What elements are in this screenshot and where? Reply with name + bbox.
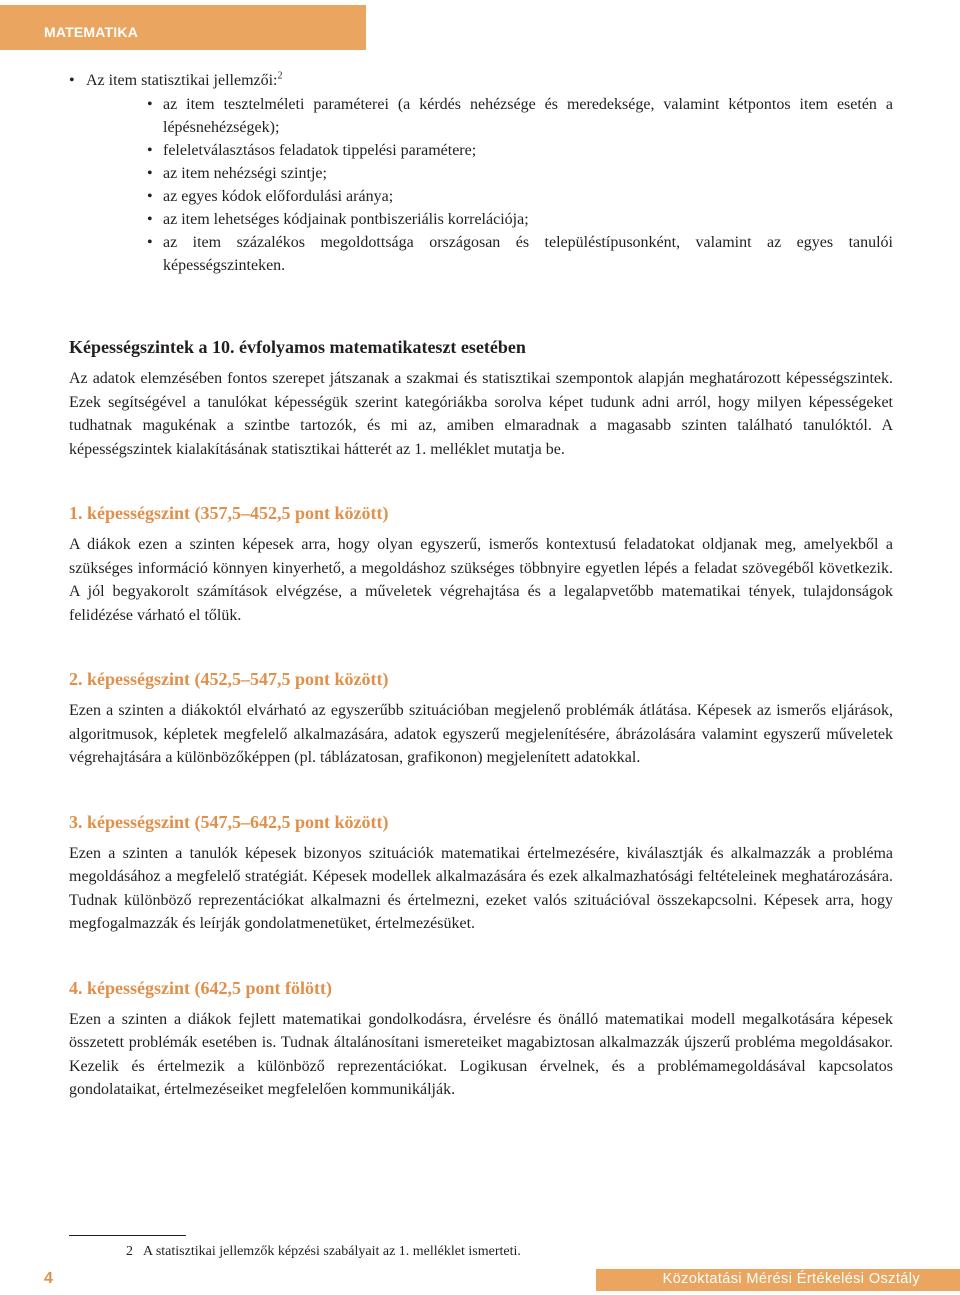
bullet-icon: • [147, 142, 153, 159]
list-item-text: feleletválasztásos feladatok tippelési paramétere; [163, 142, 477, 159]
footer-label: Közoktatási Mérési Értékelési Osztály [662, 1271, 920, 1287]
list-item-text: az item lehetséges kódjainak pontbiszeriális korrelációja; [163, 211, 529, 228]
stats-list [69, 70, 893, 277]
level-1-title [69, 501, 893, 525]
main-section [69, 335, 893, 461]
bullet-icon: • [147, 188, 153, 205]
list-item [147, 185, 893, 208]
stats-intro-text: Az item statisztikai jellemzői: [86, 72, 278, 89]
footer-band [596, 1269, 960, 1291]
main-section-title: Képességszintek a 10. évfolyamos matematikateszt esetében [69, 337, 526, 357]
level-2-body: Ezen a szinten a diákoktól elvárható az egyszerűbb szituációban megjelenő problémák átlátása. Képesek az ismerős eljárások, algoritmusok, képletek megfelelő alkalmazására, adatok egyszerű megjelenítésére, ábrázolására valamint egyszerű műveletek végrehajtására a különbözőképpen (pl. táblázatosan, grafikonon) megjelenített adatokkal. [69, 702, 893, 766]
list-item [147, 231, 893, 277]
stats-sublist [147, 93, 893, 277]
footnote-number: 2 [126, 1244, 133, 1259]
level-number: 1. [69, 503, 83, 523]
level-title-text: képességszint (547,5–642,5 pont között) [87, 811, 389, 832]
bullet-icon: • [69, 72, 75, 89]
level-4-title [69, 976, 893, 1000]
list-item-text: az egyes kódok előfordulási aránya; [163, 188, 394, 205]
level-number: 3. [69, 811, 83, 832]
level-number: 4. [69, 977, 83, 998]
level-title-text: képességszint (642,5 pont fölött) [87, 977, 332, 998]
level-4-section [69, 976, 893, 1102]
footnote-ref: 2 [277, 70, 283, 82]
list-item [147, 139, 893, 162]
level-title-text: képességszint (357,5–452,5 pont között) [87, 503, 389, 523]
level-1-body: A diákok ezen a szinten képesek arra, hogy olyan egyszerű, ismerős kontextusú feladatokat oldjanak meg, amelyekből a szükséges információ könnyen kinyerhető, a megoldáshoz szükséges többnyire egyetlen lépés a feladat szövegéből következik. A jól begyakorolt számítások elvégzése, a műveletek végrehajtása és a legalapvetőbb matematikai tények, tulajdonságok felidézése várható el tőlük. [69, 536, 893, 624]
list-item [147, 162, 893, 185]
page-content [69, 70, 893, 1102]
level-number: 2. [69, 669, 83, 689]
list-item-text: az item százalékos megoldottsága országosan és településtípusonként, valamint az egyes tanulói képességszinteken. [163, 234, 893, 274]
level-3-body: Ezen a szinten a tanulók képesek bizonyos szituációk matematikai értelmezésére, kiválasztják és alkalmazzák a probléma megoldásához a megfelelő stratégiát. Képesek modellek alkalmazására és ezek alkalmazhatósági feltételeinek meghatározására. Tudnak különböző reprezentációkat alkalmazni és értelmezni, ezeket valós szituációval összekapcsolni. Képesek arra, hogy megfogalmazzák és leírják gondolatmenetüket, értelmezésüket. [69, 844, 893, 932]
level-3-section [69, 810, 893, 936]
level-2-section [69, 667, 893, 770]
stats-intro-item [69, 70, 893, 277]
section-header-label: MATEMATIKA [44, 24, 139, 40]
level-title-text: képességszint (452,5–547,5 pont között) [87, 669, 389, 689]
main-section-body: Az adatok elemzésében fontos szerepet játszanak a szakmai és statisztikai szempontok alapján meghatározott képességszintek. Ezek segítségével a tanulókat képességük szerint kategóriákba sorolva képet tudunk adni arról, hogy milyen képességeket tudhatnak magukénak a szintbe tartozók, és mi az, amiben elmaradnak a magasabb szinten található tanulóktól. A képességszintek kialakításának statisztikai hátterét az 1. melléklet mutatja be. [69, 370, 893, 458]
footnote-divider [69, 1235, 186, 1236]
list-item-text: az item nehézségi szintje; [163, 165, 327, 182]
page-number: 4 [44, 1270, 53, 1287]
list-item [147, 93, 893, 139]
level-1-section [69, 501, 893, 627]
bullet-icon: • [147, 96, 153, 113]
bullet-icon: • [147, 211, 153, 228]
level-2-title [69, 667, 893, 691]
level-3-title [69, 810, 893, 834]
bullet-icon: • [147, 165, 153, 182]
footnote-text: A statisztikai jellemzők képzési szabályait az 1. melléklet ismerteti. [143, 1244, 521, 1259]
footnote [126, 1243, 521, 1261]
bullet-icon: • [147, 234, 153, 251]
list-item-text: az item tesztelméleti paraméterei (a kérdés nehézsége és meredeksége, valamint kétpontos item esetén a lépésnehézségek); [163, 96, 893, 136]
list-item [147, 208, 893, 231]
level-4-body: Ezen a szinten a diákok fejlett matematikai gondolkodásra, érvelésre és önálló matematikai modell megalkotására képesek összetett problémák esetében is. Tudnak általánosítani ismereteiket magabiztosan alkalmazzák újszerű probléma megoldásakor. Kezelik és értelmezik a különböző reprezentációkat. Logikusan érvelnek, és a problémamegoldásával kapcsolatos gondolataikat, értelmezéseiket megfelelően kommunikálják. [69, 1010, 893, 1098]
